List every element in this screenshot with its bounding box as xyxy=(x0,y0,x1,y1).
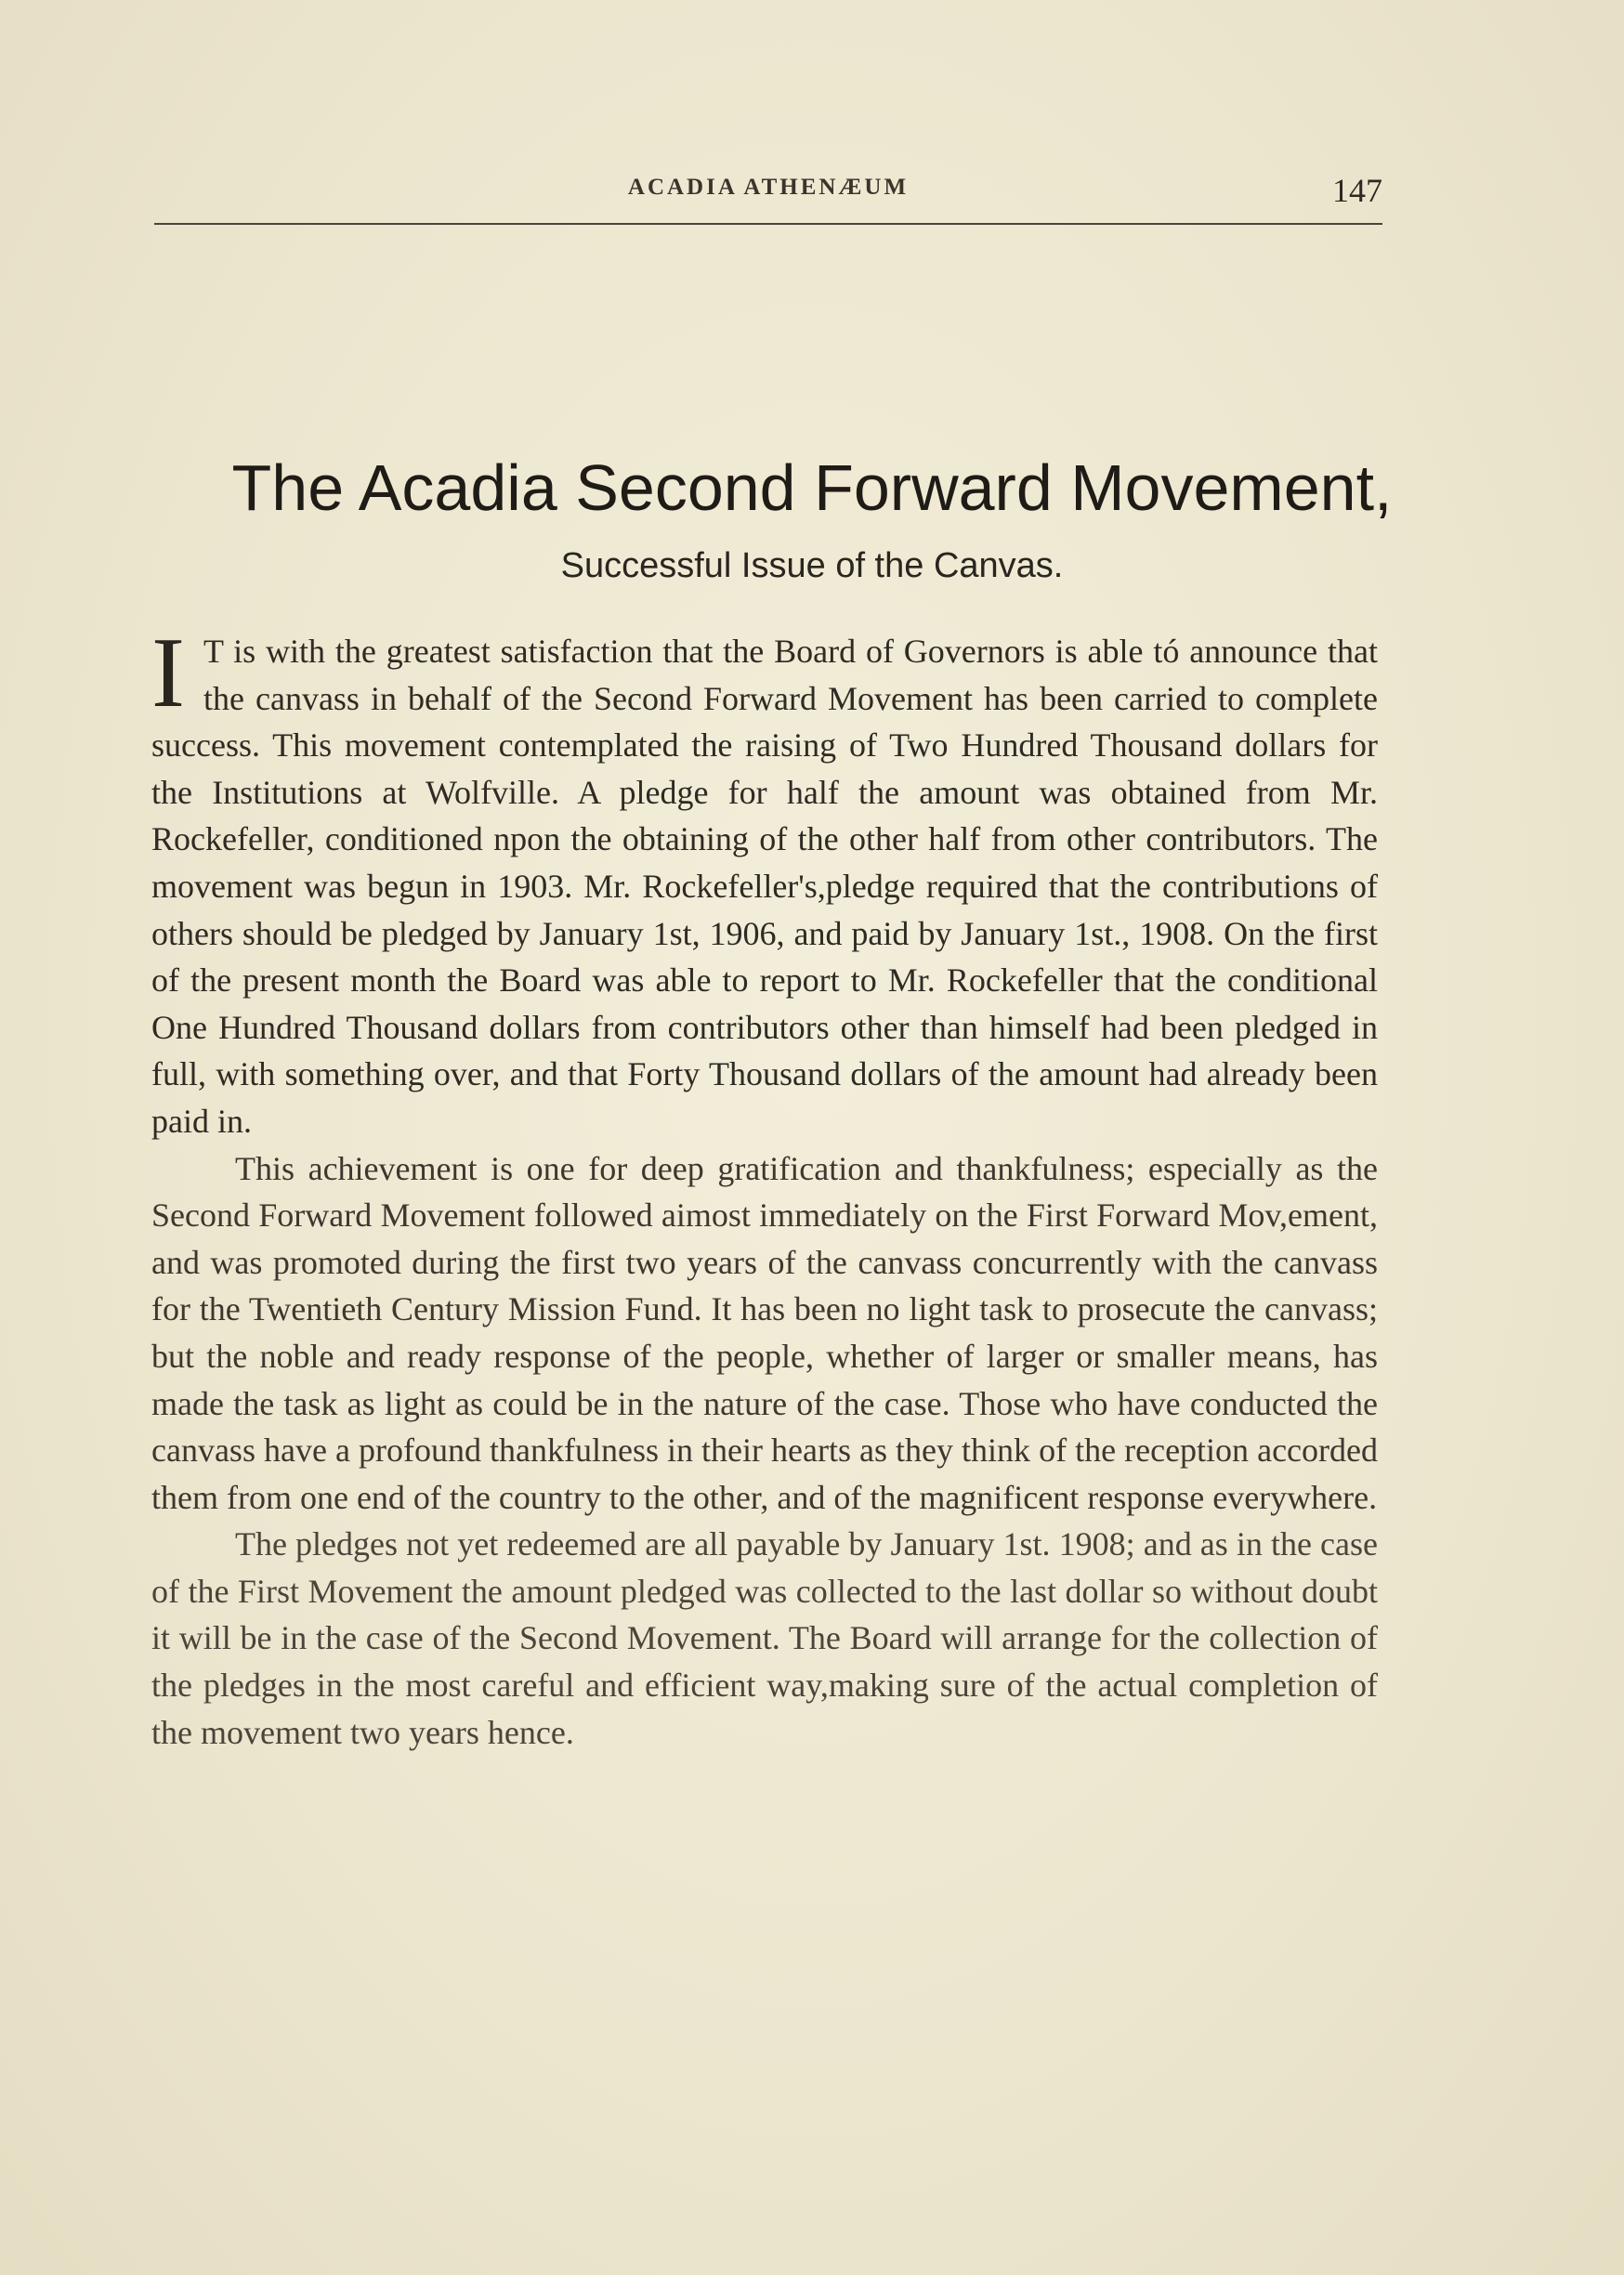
drop-cap: I xyxy=(151,618,185,728)
running-head xyxy=(154,172,1382,212)
header-rule xyxy=(154,223,1382,225)
page-number: 147 xyxy=(1332,172,1382,209)
paragraph-2: This achievement is one for deep gratification and thankfulness; especially as the Second Forward Movement followed aimost immediately on the First Forward Mov,ement, and was promoted during the first two years of the canvass concurrently with the canvass for the Twentieth Century Mission Fund. It has been no light task to prosecute the canvass; but the noble and ready response of the people, whether of larger or smaller means, has made the task as light as could be in the nature of the case. Those who have conducted the canvass have a profound thankfulness in their hearts as they think of the reception accorded them from one end of the country to the other, and of the magnificent response everywhere. xyxy=(151,1149,1378,1516)
running-title: ACADIA ATHENÆUM xyxy=(627,175,910,200)
paragraph-3: The pledges not yet redeemed are all payable by January 1st. 1908; and as in the case of the First Movement the amount pledged was collected to the last dollar so without doubt it will be in the case of the Second Movement. The Board will arrange for the collection of the pledges in the most careful and efficient way,making sure of the actual completion of the movement two years hence. xyxy=(151,1525,1378,1751)
paragraph-1-text: T is with the greatest satisfaction that the Board of Governors is able tó announce that the canvass in behalf of the Second Forward Movement has been carried to complete success. This movement contemplated the raising of Two Hundred Thousand dollars for the Institutions at Wolfville. A pledge for half the amount was obtained from Mr. Rockefeller, conditioned npon the obtaining of the other half from other contributors. The movement was begun in 1903. Mr. Rockefeller's,pledge required that the contributions of others should be pledged by January 1st, 1906, and paid by January 1st., 1908. On the first of the present month the Board was able to report to Mr. Rockefeller that the conditional One Hundred Thousand dollars from contributors other than himself had been pledged in full, with something over, and that Forty Thousand dollars of the amount had already been paid in. xyxy=(151,633,1378,1140)
article-title: The Acadia Second Forward Movement, xyxy=(231,451,1393,524)
article-subtitle: Successful Issue of the Canvas. xyxy=(560,546,1064,585)
article-body xyxy=(151,618,1378,1756)
paragraph-1 xyxy=(151,618,1378,1145)
